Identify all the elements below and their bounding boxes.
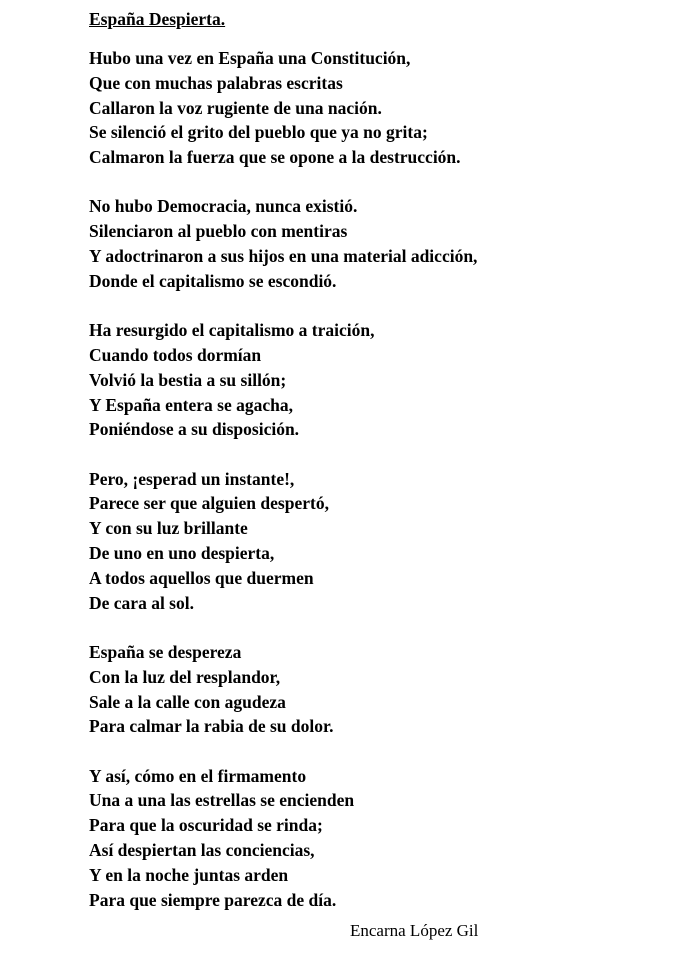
poem-line: Poniéndose a su disposición. bbox=[89, 419, 300, 440]
poem-line: Y con su luz brillante bbox=[89, 518, 248, 539]
poem-line: Silenciaron al pueblo con mentiras bbox=[89, 221, 348, 242]
poem-line: Calmaron la fuerza que se opone a la destrucción. bbox=[89, 147, 461, 168]
poem-line: Callaron la voz rugiente de una nación. bbox=[89, 97, 382, 118]
poem-line: De cara al sol. bbox=[89, 592, 194, 613]
poem-line: España se despereza bbox=[89, 641, 242, 662]
author-signature: Encarna López Gil bbox=[350, 921, 479, 940]
poem-line: Hubo una vez en España una Constitución, bbox=[89, 48, 411, 68]
poem-line: Sale a la calle con agudeza bbox=[89, 691, 286, 712]
poem-body bbox=[89, 46, 674, 937]
stanza bbox=[89, 764, 674, 913]
poem-line: Para que siempre parezca de día. bbox=[89, 889, 337, 910]
poem-line: Y así, cómo en el firmamento bbox=[89, 765, 307, 786]
stanza bbox=[89, 318, 674, 442]
stanza bbox=[89, 640, 674, 739]
poem-line: Que con muchas palabras escritas bbox=[89, 72, 343, 93]
poem-line: Se silenció el grito del pueblo que ya no grita; bbox=[89, 122, 428, 143]
poem-line: Ha resurgido el capitalismo a traición, bbox=[89, 320, 375, 341]
poem-line: Pero, ¡esperad un instante!, bbox=[89, 468, 295, 489]
stanza bbox=[89, 194, 674, 293]
poem-line: Donde el capitalismo se escondió. bbox=[89, 270, 337, 291]
poem-line: Así despiertan las conciencias, bbox=[89, 840, 315, 861]
poem-line: A todos aquellos que duermen bbox=[89, 567, 314, 588]
poem-line: Volvió la bestia a su sillón; bbox=[89, 369, 287, 390]
poem-line: Y adoctrinaron a sus hijos en una material adicción, bbox=[89, 246, 478, 267]
poem-line: No hubo Democracia, nunca existió. bbox=[89, 196, 358, 217]
poem-line: Con la luz del resplandor, bbox=[89, 666, 281, 687]
stanza bbox=[89, 46, 674, 170]
poem-line: Y España entera se agacha, bbox=[89, 394, 294, 415]
stanza bbox=[89, 467, 674, 616]
poem-line: De uno en uno despierta, bbox=[89, 543, 275, 564]
poem-line: Parece ser que alguien despertó, bbox=[89, 493, 329, 514]
poem-title: España Despierta. bbox=[89, 9, 226, 29]
poem-line: Para calmar la rabia de su dolor. bbox=[89, 716, 334, 737]
poem-line: Para que la oscuridad se rinda; bbox=[89, 815, 323, 836]
poem-line: Cuando todos dormían bbox=[89, 344, 262, 365]
poem-line: Y en la noche juntas arden bbox=[89, 864, 289, 885]
poem-line: Una a una las estrellas se encienden bbox=[89, 790, 355, 811]
